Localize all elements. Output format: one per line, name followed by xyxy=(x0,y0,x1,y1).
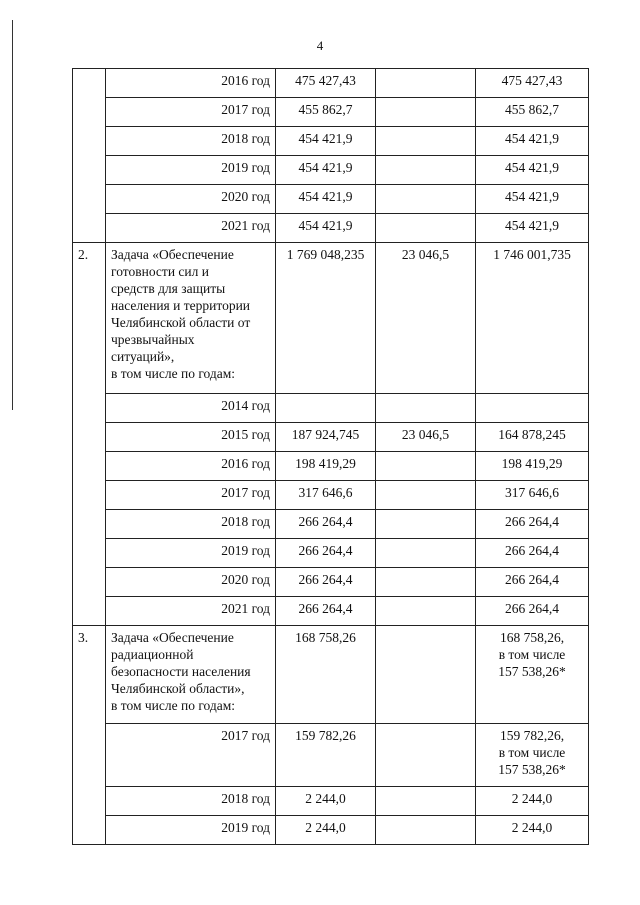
table-row xyxy=(73,156,589,185)
federal-amount-cell xyxy=(376,98,476,127)
year-cell: 2019 год xyxy=(106,539,276,568)
total-amount-cell: 266 264,4 xyxy=(276,510,376,539)
federal-amount-cell: 23 046,5 xyxy=(376,423,476,452)
total-amount-cell: 266 264,4 xyxy=(276,568,376,597)
table-row xyxy=(73,724,589,787)
regional-amount-cell xyxy=(476,394,589,423)
regional-amount-cell: 266 264,4 xyxy=(476,568,589,597)
regional-amount-cell: 454 421,9 xyxy=(476,185,589,214)
federal-amount-cell xyxy=(376,185,476,214)
year-cell: 2016 год xyxy=(106,452,276,481)
regional-amount-cell: 455 862,7 xyxy=(476,98,589,127)
total-amount-cell: 475 427,43 xyxy=(276,69,376,98)
task-row xyxy=(73,626,589,724)
table-row xyxy=(73,816,589,845)
year-cell: 2021 год xyxy=(106,214,276,243)
regional-amount-cell: 198 419,29 xyxy=(476,452,589,481)
year-cell: 2020 год xyxy=(106,185,276,214)
year-cell: 2019 год xyxy=(106,156,276,185)
federal-amount-cell xyxy=(376,787,476,816)
regional-amount-cell: 475 427,43 xyxy=(476,69,589,98)
total-amount-cell: 168 758,26 xyxy=(276,626,376,724)
total-amount-cell: 266 264,4 xyxy=(276,597,376,626)
federal-amount-cell xyxy=(376,510,476,539)
regional-amount-cell: 168 758,26, в том числе 157 538,26* xyxy=(476,626,589,724)
federal-amount-cell: 23 046,5 xyxy=(376,243,476,394)
federal-amount-cell xyxy=(376,539,476,568)
year-cell: 2014 год xyxy=(106,394,276,423)
table-row xyxy=(73,394,589,423)
table-row xyxy=(73,481,589,510)
federal-amount-cell xyxy=(376,452,476,481)
regional-amount-cell: 317 646,6 xyxy=(476,481,589,510)
task-number-cell: 2. xyxy=(73,243,106,626)
total-amount-cell xyxy=(276,394,376,423)
task-row xyxy=(73,243,589,394)
regional-amount-cell: 266 264,4 xyxy=(476,510,589,539)
federal-amount-cell xyxy=(376,127,476,156)
year-cell: 2018 год xyxy=(106,787,276,816)
federal-amount-cell xyxy=(376,724,476,787)
year-cell: 2021 год xyxy=(106,597,276,626)
federal-amount-cell xyxy=(376,597,476,626)
regional-amount-cell: 266 264,4 xyxy=(476,597,589,626)
table-row xyxy=(73,568,589,597)
table-row xyxy=(73,539,589,568)
total-amount-cell: 454 421,9 xyxy=(276,156,376,185)
task-title-cell: Задача «Обеспечение радиационной безопасности населения Челябинской области», в том числе по годам: xyxy=(106,626,276,724)
total-amount-cell: 187 924,745 xyxy=(276,423,376,452)
total-amount-cell: 454 421,9 xyxy=(276,214,376,243)
federal-amount-cell xyxy=(376,69,476,98)
total-amount-cell: 1 769 048,235 xyxy=(276,243,376,394)
task-number-cell: 3. xyxy=(73,626,106,845)
total-amount-cell: 266 264,4 xyxy=(276,539,376,568)
federal-amount-cell xyxy=(376,568,476,597)
federal-amount-cell xyxy=(376,626,476,724)
table-row xyxy=(73,510,589,539)
total-amount-cell: 317 646,6 xyxy=(276,481,376,510)
total-amount-cell: 454 421,9 xyxy=(276,185,376,214)
year-cell: 2020 год xyxy=(106,568,276,597)
table-row xyxy=(73,597,589,626)
regional-amount-cell: 1 746 001,735 xyxy=(476,243,589,394)
regional-amount-cell: 266 264,4 xyxy=(476,539,589,568)
year-cell: 2018 год xyxy=(106,127,276,156)
federal-amount-cell xyxy=(376,394,476,423)
budget-table xyxy=(72,68,589,845)
table-row xyxy=(73,69,589,98)
regional-amount-cell: 454 421,9 xyxy=(476,127,589,156)
table-row xyxy=(73,185,589,214)
federal-amount-cell xyxy=(376,214,476,243)
federal-amount-cell xyxy=(376,816,476,845)
margin-line xyxy=(12,20,13,410)
regional-amount-cell: 159 782,26, в том числе 157 538,26* xyxy=(476,724,589,787)
total-amount-cell: 454 421,9 xyxy=(276,127,376,156)
table-row xyxy=(73,98,589,127)
table-row xyxy=(73,127,589,156)
total-amount-cell: 2 244,0 xyxy=(276,787,376,816)
page-number: 4 xyxy=(316,38,324,53)
year-cell: 2017 год xyxy=(106,98,276,127)
table-row xyxy=(73,787,589,816)
total-amount-cell: 198 419,29 xyxy=(276,452,376,481)
task-title-cell: Задача «Обеспечение готовности сил и средств для защиты населения и территории Челябинской области от чрезвычайных ситуаций», в том числе по годам: xyxy=(106,243,276,394)
year-cell: 2019 год xyxy=(106,816,276,845)
federal-amount-cell xyxy=(376,481,476,510)
regional-amount-cell: 2 244,0 xyxy=(476,787,589,816)
year-cell: 2015 год xyxy=(106,423,276,452)
row-number-cell xyxy=(73,69,106,243)
regional-amount-cell: 454 421,9 xyxy=(476,156,589,185)
year-cell: 2017 год xyxy=(106,724,276,787)
total-amount-cell: 2 244,0 xyxy=(276,816,376,845)
year-cell: 2018 год xyxy=(106,510,276,539)
table-row xyxy=(73,423,589,452)
regional-amount-cell: 454 421,9 xyxy=(476,214,589,243)
total-amount-cell: 159 782,26 xyxy=(276,724,376,787)
regional-amount-cell: 2 244,0 xyxy=(476,816,589,845)
year-cell: 2016 год xyxy=(106,69,276,98)
regional-amount-cell: 164 878,245 xyxy=(476,423,589,452)
total-amount-cell: 455 862,7 xyxy=(276,98,376,127)
year-cell: 2017 год xyxy=(106,481,276,510)
table-row xyxy=(73,452,589,481)
federal-amount-cell xyxy=(376,156,476,185)
table-row xyxy=(73,214,589,243)
